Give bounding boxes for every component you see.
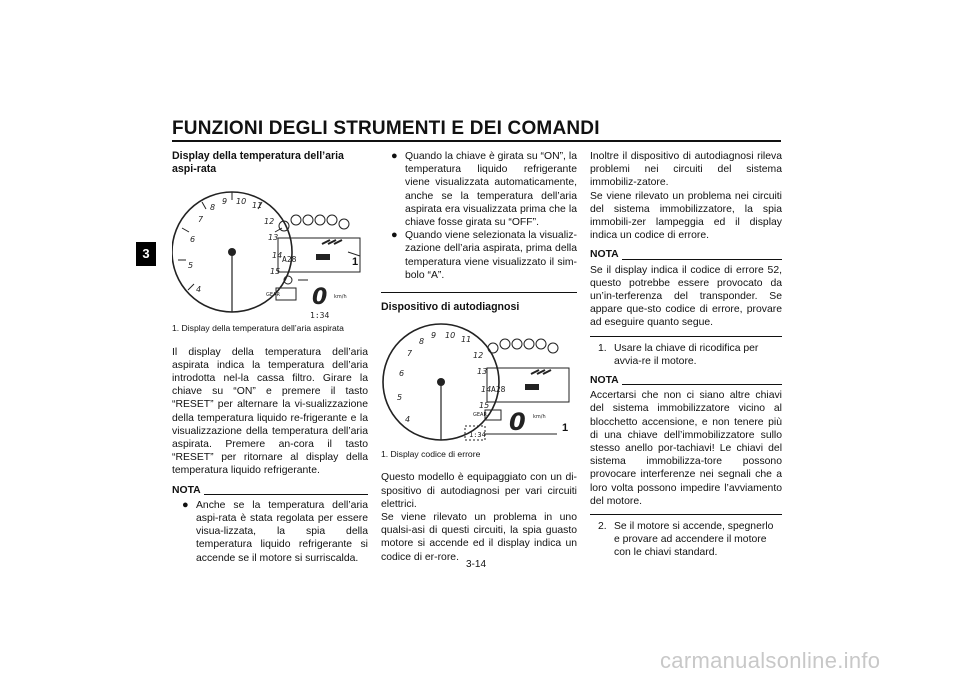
figure-caption-1: 1. Display della temperatura dell’aria aspirata (172, 323, 344, 334)
section-heading-self-diagnosis: Dispositivo di autodiagnosi (381, 301, 520, 314)
svg-text:6: 6 (190, 235, 196, 245)
svg-text:4: 4 (196, 285, 202, 295)
paragraph-immobilizer-1: Inoltre il dispositivo di autodiagnosi rileva problemi nei circuiti del sistema immobiliz-zatore. (590, 151, 782, 189)
step-number: 2. (598, 521, 607, 533)
figure-callout-1: 1 (352, 256, 359, 269)
bullet-icon: ● (182, 498, 189, 511)
note-label: NOTA (590, 375, 619, 387)
tachometer-drawing-1 (172, 180, 368, 320)
svg-text:GEAR: GEAR (473, 412, 487, 419)
svg-text:14: 14 (272, 251, 283, 261)
svg-text:5: 5 (397, 393, 403, 403)
note-end-rule (590, 514, 782, 515)
note-header-3 (590, 374, 782, 387)
note-label: NOTA (172, 484, 201, 496)
svg-text:13: 13 (477, 367, 488, 377)
paragraph-self-diagnosis-2: Se viene rilevato un problema in uno qualsi-asi di questi circuiti, la spia guasto motore si accende ed il display indica un codice di er-rore. (381, 512, 577, 563)
svg-text:9: 9 (222, 197, 228, 207)
svg-text:9: 9 (431, 331, 437, 341)
svg-text:12: 12 (473, 351, 484, 361)
svg-text:15: 15 (270, 267, 281, 277)
watermark: carmanualsonline.info (660, 648, 881, 673)
column-3 (590, 150, 782, 560)
note-label: NOTA (590, 249, 619, 261)
paragraph-intake-temp: Il display della temperatura dell’aria aspirata indica la temperatura dell’aria introdotta nel-la cassa filtro. Girare la chiave su “ON” e premere il tasto “RESET” per alternare la vi-sualizzazione della temperatura liquido re-frigerante e la visualizzazione della temperatura dell’aria aspirata. Premere an-cora il tasto “RESET” per ritornare al display della temperatura liquido refrigerante. (172, 346, 368, 477)
svg-text:10: 10 (236, 197, 247, 207)
bullet-icon: ● (391, 150, 398, 162)
note-text-error-52: Se il display indica il codice di errore 52, questo potrebbe essere provocato da un’in-terferenza del transponder. Se appare que-sto codice di errore, provare ad eseguire quanto segue. (590, 264, 782, 329)
svg-text:1:34: 1:34 (310, 311, 330, 321)
list-item-text: Quando viene selezionata la visualiz-zazione dell’aria aspirata, prima della temperatura viene visualizzato il sim-bolo “A”. (405, 230, 577, 281)
svg-text:0: 0 (509, 408, 526, 437)
svg-text:15: 15 (479, 401, 490, 411)
svg-text:7: 7 (407, 349, 413, 359)
svg-text:10: 10 (445, 331, 456, 341)
bullet-icon: ● (391, 229, 398, 242)
svg-text:6: 6 (399, 369, 405, 379)
svg-text:11: 11 (252, 201, 263, 211)
svg-text:GEAR: GEAR (266, 292, 280, 299)
list-item (172, 499, 368, 565)
paragraph-self-diagnosis-1: Questo modello è equipaggiato con un di-spositivo di autodiagnosi per vari circuiti elettrici. (381, 472, 577, 510)
note-end-rule (590, 336, 782, 337)
list-item-text: Anche se la temperatura dell’aria aspi-rata è stata regolata per essere visua-lizzata, la spia della temperatura liquido refrigerante si accende se il motore si surriscalda. (196, 499, 368, 564)
svg-text:8: 8 (419, 337, 425, 347)
svg-text:4: 4 (405, 415, 411, 425)
section-heading-intake-temp: Display della temperatura dell’aria aspi-rata (172, 150, 344, 176)
list-item (590, 520, 782, 560)
svg-text:km/h: km/h (334, 294, 347, 301)
svg-text:11: 11 (461, 335, 472, 345)
svg-text:13: 13 (268, 233, 279, 243)
list-item (381, 229, 577, 282)
page-title: FUNZIONI DEGLI STRUMENTI E DEI COMANDI (172, 118, 600, 139)
title-rule (172, 140, 781, 142)
svg-text:12: 12 (264, 217, 275, 227)
paragraph-immobilizer-2: Se viene rilevato un problema nei circuiti del sistema immobilizzatore, la spia immobili-zer lampeggia ed il display indica un codice di errore. (590, 190, 782, 242)
column-1 (172, 150, 368, 565)
svg-text:8: 8 (210, 203, 216, 213)
step-text: Usare la chiave di ricodifica per avvia-re il motore. (614, 342, 759, 367)
figure-callout-2: 1 (562, 422, 569, 435)
svg-text:14: 14 (481, 385, 492, 395)
meter-illustration-2 (381, 318, 577, 446)
step-number: 1. (598, 342, 607, 354)
svg-text:7: 7 (198, 215, 204, 225)
svg-text:A28: A28 (491, 385, 506, 395)
figure-caption-2: 1. Display codice di errore (381, 449, 481, 460)
chapter-tab: 3 (136, 242, 156, 266)
tachometer-drawing-2 (381, 318, 577, 446)
list-item (590, 342, 782, 368)
list-item-text: Quando la chiave è girata su “ON”, la temperatura liquido refrigerante viene visualizzata automaticamente, anche se la temperatura dell’aria aspirata era visualizzata prima che la chiave fosse girata su “OFF”. (405, 151, 577, 229)
svg-text:0: 0 (312, 285, 328, 311)
svg-text:1:34: 1:34 (469, 431, 486, 440)
svg-text:A28: A28 (282, 255, 297, 265)
note-text-keys: Accertarsi che non ci siano altre chiavi del sistema immobilizzatore vicino al blocchetto accensione, e non tenere più di una chiave dell’immobilizzatore sullo stesso anello por-tachiavi! Le chiavi del sistema immobilizza-tore possono provocare interferenze nei segnali che a loro volta possono impedire l’avviamento del motore. (590, 390, 782, 507)
note-header-2 (590, 248, 782, 261)
list-item (381, 150, 577, 229)
column-2 (381, 150, 577, 564)
meter-illustration-1 (172, 180, 368, 320)
step-text: Se il motore si accende, spegnerlo e provare ad accendere il motore con le chiavi standard. (614, 521, 774, 559)
page-number: 3-14 (466, 559, 487, 570)
section-divider (381, 292, 577, 293)
note-header-1 (172, 484, 368, 497)
svg-text:km/h: km/h (533, 414, 546, 421)
svg-text:5: 5 (188, 261, 194, 271)
